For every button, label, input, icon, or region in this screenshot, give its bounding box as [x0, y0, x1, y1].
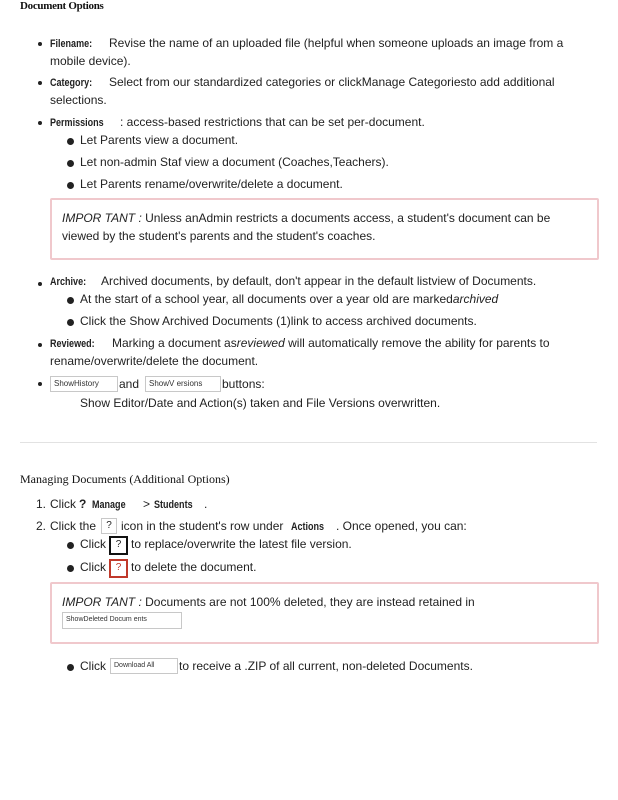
- sub-1-post: to replace/overwrite the latest file version.: [131, 537, 352, 551]
- sub-bullet: [67, 664, 74, 671]
- show-history-button[interactable]: ShowHistory: [50, 376, 118, 392]
- bullet: [38, 121, 42, 125]
- bullet: [38, 42, 42, 46]
- important-line-2: [62, 593, 475, 611]
- permissions-item-1: Let Parents view a document.: [80, 133, 239, 147]
- section-title-managing-documents: Managing Documents (Additional Options): [20, 472, 230, 486]
- bullet: [38, 81, 42, 85]
- sub-1-pre: Click: [80, 537, 106, 551]
- reviewed-term: Reviewed:: [50, 338, 95, 350]
- archive-item-1-emphasis: archived: [452, 292, 499, 306]
- reviewed-text-1a: Marking a document as: [112, 336, 237, 350]
- reviewed-text-2: rename/overwrite/delete the document.: [50, 354, 259, 368]
- and-text: and: [119, 377, 140, 391]
- step-2-text-b: icon in the student's row under: [121, 519, 284, 533]
- sub-bullet: [67, 182, 74, 189]
- important-line-1: [62, 209, 550, 227]
- archive-item-2: Click the Show Archived Documents (1)link to access archived documents.: [80, 314, 477, 328]
- reviewed-emphasis: reviewed: [236, 336, 285, 350]
- step-1-number: 1.: [36, 497, 47, 511]
- help-icon: ?: [79, 497, 87, 511]
- important-text-2: viewed by the student's parents and the student's coaches.: [62, 229, 376, 243]
- permissions-term: Permissions: [50, 117, 104, 129]
- bullet: [38, 282, 42, 286]
- buttons-suffix: buttons:: [222, 377, 265, 391]
- sub-3-post: to receive a .ZIP of all current, non-deleted Documents.: [179, 659, 473, 673]
- manage-menu[interactable]: Manage: [92, 499, 126, 511]
- important-label-2: IMPOR TANT :: [62, 595, 142, 609]
- permissions-item-2: Let non-admin Staf view a document (Coaches,Teachers).: [80, 155, 389, 169]
- sub-bullet: [67, 319, 74, 326]
- archive-item-1-text: At the start of a school year, all documents over a year old are marked: [80, 292, 453, 306]
- reviewed-text-1c: will automatically remove the ability for parents to: [288, 336, 550, 350]
- reviewed-text-1: [112, 334, 550, 352]
- filename-text-2: mobile device).: [50, 54, 131, 68]
- arrow-text: >: [143, 497, 151, 511]
- filename-item: [50, 34, 101, 53]
- sub-bullet: [67, 542, 74, 549]
- step-2-number: 2.: [36, 519, 47, 533]
- bullet: [38, 382, 42, 386]
- document-icon[interactable]: ?: [101, 518, 117, 534]
- category-text-1: Select from our standardized categories or clickManage Categoriesto add additional: [109, 75, 555, 89]
- archive-term: Archive:: [50, 276, 87, 288]
- step-1-text: Click: [50, 497, 76, 511]
- sub-bullet: [67, 138, 74, 145]
- permissions-item-3: Let Parents rename/overwrite/delete a document.: [80, 177, 343, 191]
- sub-bullet: [67, 565, 74, 572]
- permissions-text: : access-based restrictions that can be set per-document.: [120, 115, 425, 129]
- sub-3-pre: Click: [80, 659, 106, 673]
- category-term: Category:: [50, 77, 93, 89]
- buttons-description: Show Editor/Date and Action(s) taken and File Versions overwritten.: [80, 396, 441, 410]
- sub-2-pre: Click: [80, 560, 106, 574]
- archive-item-1: [80, 290, 498, 308]
- students-menu[interactable]: Students: [154, 499, 193, 511]
- archive-text: Archived documents, by default, don't appear in the default listview of Documents.: [101, 274, 537, 288]
- step-2-text-a: Click the: [50, 519, 97, 533]
- bullet: [38, 343, 42, 347]
- important-text-1: Unless anAdmin restricts a documents access, a student's document can be: [145, 211, 551, 225]
- delete-icon[interactable]: ?: [109, 559, 128, 578]
- download-all-button[interactable]: Download All: [110, 658, 178, 674]
- important-text-deleted: Documents are not 100% deleted, they are instead retained in: [145, 595, 475, 609]
- important-label: IMPOR TANT :: [62, 211, 142, 225]
- section-divider: [20, 442, 597, 443]
- step-1-period: .: [204, 497, 208, 511]
- category-text-2: selections.: [50, 93, 107, 107]
- show-deleted-documents-button[interactable]: ShowDeleted Docum ents: [62, 612, 182, 629]
- section-title-document-options: Document Options: [20, 0, 104, 12]
- step-2-text-c: . Once opened, you can:: [336, 519, 467, 533]
- actions-column-label: Actions: [291, 521, 325, 533]
- sub-bullet: [67, 297, 74, 304]
- sub-2-post: to delete the document.: [131, 560, 257, 574]
- filename-text-1: Revise the name of an uploaded file (helpful when someone uploads an image from a: [109, 36, 564, 50]
- sub-bullet: [67, 160, 74, 167]
- overwrite-icon[interactable]: ?: [109, 536, 128, 555]
- show-versions-button[interactable]: ShowV ersions: [145, 376, 221, 392]
- filename-term: Filename:: [50, 38, 93, 50]
